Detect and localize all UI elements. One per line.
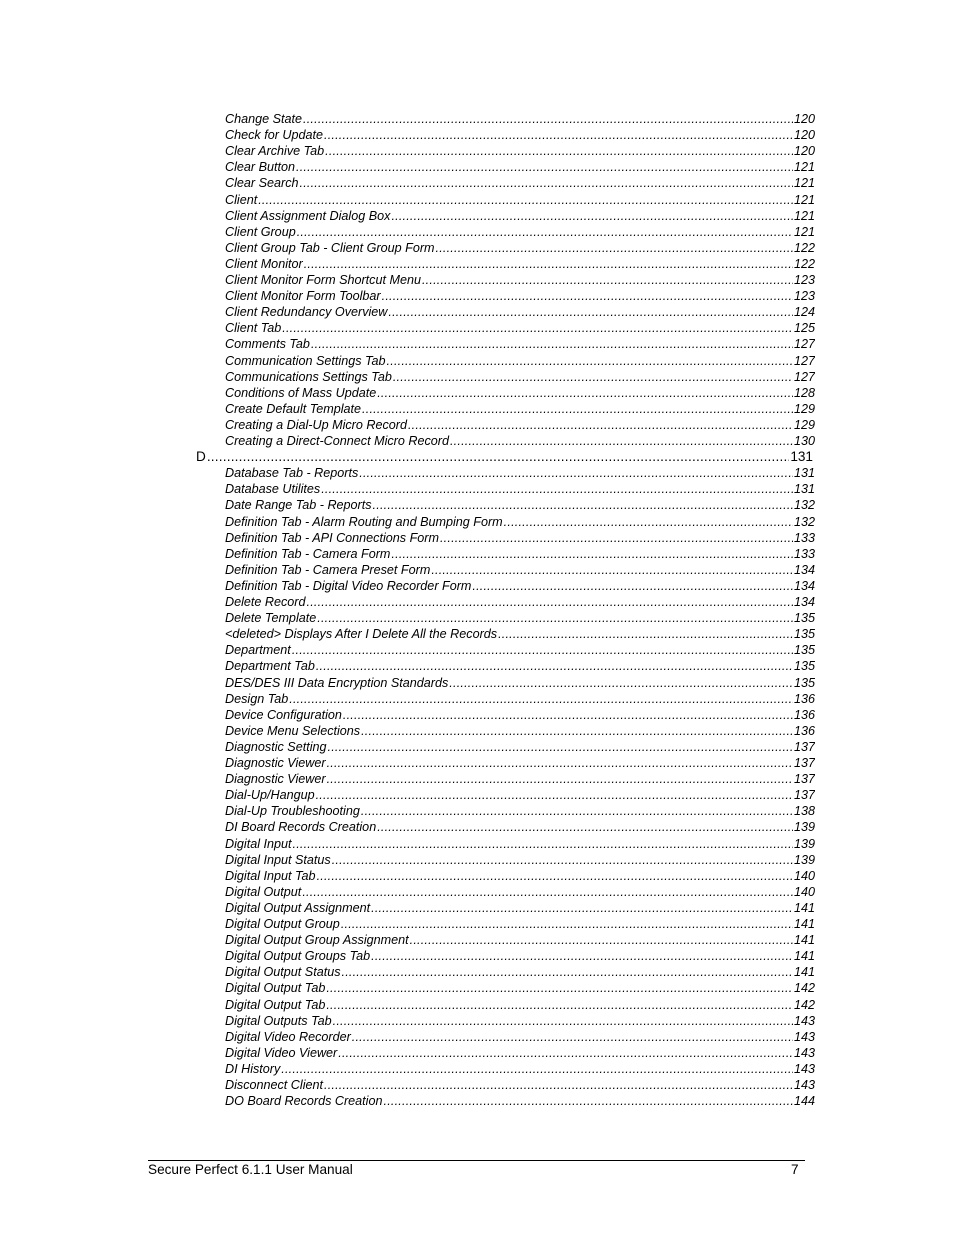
toc-entry-label: Digital Outputs Tab [225, 1013, 332, 1028]
toc-entry-page: 137 [793, 772, 815, 787]
toc-entry[interactable] [225, 1029, 815, 1045]
toc-entry-label: Definition Tab - Camera Form [225, 546, 391, 561]
dot-leader [327, 771, 793, 787]
dot-leader [338, 1045, 793, 1061]
toc-entry[interactable] [225, 562, 815, 578]
toc-entry-label: Conditions of Mass Update [225, 385, 377, 400]
toc-entry[interactable] [225, 771, 815, 787]
dot-leader [431, 562, 793, 578]
toc-entry-label: Client Monitor Form Toolbar [225, 289, 381, 304]
dot-leader [387, 353, 793, 369]
toc-entry-page: 132 [793, 498, 815, 513]
toc-entry[interactable] [225, 192, 815, 208]
dot-leader [297, 224, 793, 240]
dot-leader [504, 514, 793, 530]
toc-entry[interactable] [225, 658, 815, 674]
toc-entry-page: 139 [793, 820, 815, 835]
toc-entry-label: Database Tab - Reports [225, 466, 359, 481]
toc-entry-page: 121 [793, 224, 815, 239]
dot-leader [282, 320, 793, 336]
dot-leader [352, 1029, 793, 1045]
toc-entry-label: <deleted> Displays After I Delete All the Records [225, 627, 498, 642]
toc-entry-label: Department [225, 643, 291, 658]
toc-entry[interactable] [225, 401, 815, 417]
toc-entry[interactable] [225, 288, 815, 304]
toc-entry-page: 141 [793, 965, 815, 980]
dot-leader [317, 610, 793, 626]
toc-entry[interactable] [225, 175, 815, 191]
toc-entry-label: Device Menu Selections [225, 723, 361, 738]
toc-entry-label: Digital Video Recorder [225, 1029, 351, 1044]
dot-leader [377, 385, 793, 401]
toc-entry-label: Dial-Up/Hangup [225, 788, 315, 803]
toc-entry-page: 135 [793, 627, 815, 642]
toc-entry[interactable] [225, 819, 815, 835]
dot-leader [292, 642, 793, 658]
dot-leader [371, 900, 793, 916]
toc-entry[interactable] [225, 1045, 815, 1061]
toc-entry-label: Clear Search [225, 176, 299, 191]
toc-entry-page: 130 [793, 434, 815, 448]
dot-leader [388, 304, 793, 320]
toc-entry-label: Device Configuration [225, 707, 342, 722]
toc-entry[interactable] [225, 755, 815, 771]
toc-entry-label: Creating a Dial-Up Micro Record [225, 417, 407, 432]
toc-entry-page: 141 [793, 917, 815, 931]
dot-leader [328, 739, 793, 755]
toc-entry-page: 121 [793, 176, 815, 191]
dot-leader [343, 707, 793, 723]
toc-entry[interactable] [225, 546, 815, 562]
toc-entry-label: Client Assignment Dialog Box [225, 208, 391, 223]
toc-entry[interactable] [225, 256, 815, 272]
toc-entry-page: 133 [793, 546, 815, 561]
toc-entry[interactable] [225, 884, 815, 900]
toc-entry[interactable] [225, 433, 815, 449]
toc-entry-page: 122 [793, 240, 815, 255]
toc-entry[interactable] [225, 626, 815, 642]
toc-entry-page: 125 [793, 321, 815, 336]
toc-entry[interactable] [225, 1013, 815, 1029]
toc-entry-label: Digital Input [225, 836, 292, 851]
toc-entry-page: 139 [793, 852, 815, 867]
toc-entry-page: 143 [793, 1078, 815, 1092]
toc-entry[interactable] [225, 739, 815, 755]
toc-entry-page: 141 [793, 949, 815, 964]
toc-entry-page: 120 [793, 144, 815, 159]
toc-entry-page: 143 [793, 1045, 815, 1060]
toc-entry[interactable] [225, 417, 815, 433]
toc-entry-label: Client Tab [225, 321, 282, 336]
toc-entry-page: 120 [793, 128, 815, 143]
dot-leader [311, 336, 793, 352]
toc-entry-page: 137 [793, 739, 815, 754]
toc-entry-page: 120 [793, 112, 815, 126]
toc-entry[interactable] [225, 304, 815, 320]
toc-entry-label: Date Range Tab - Reports [225, 498, 372, 513]
dot-leader [450, 433, 793, 449]
toc-entry-page: 133 [793, 530, 815, 545]
toc-entry-page: 143 [793, 1013, 815, 1028]
toc-entry[interactable] [225, 320, 815, 336]
toc-entry-page: 142 [793, 981, 815, 996]
toc-entry-label: Disconnect Client [225, 1078, 323, 1092]
toc-entry[interactable] [225, 578, 815, 594]
toc-entry-label: Clear Archive Tab [225, 144, 325, 159]
dot-leader [332, 852, 793, 868]
toc-entry[interactable] [225, 240, 815, 256]
toc-entry-page: 127 [793, 369, 815, 384]
toc-entry-page: 143 [793, 1061, 815, 1076]
toc-entry-label: Delete Template [225, 611, 317, 626]
toc-entry[interactable] [225, 497, 815, 513]
toc-entry[interactable] [225, 530, 815, 546]
toc-entry-page: 136 [793, 723, 815, 738]
toc-entry-page: 140 [793, 868, 815, 883]
dot-leader [408, 417, 793, 433]
toc-entry-page: 121 [793, 192, 815, 207]
toc-entry[interactable] [225, 143, 815, 159]
toc-entry-label: Digital Output Assignment [225, 900, 371, 915]
toc-entry-page: 143 [793, 1029, 815, 1044]
dot-leader [316, 658, 793, 674]
toc-entry[interactable] [225, 964, 815, 980]
toc-entry[interactable] [225, 787, 815, 803]
dot-leader [422, 272, 793, 288]
toc-entry-label: Definition Tab - API Connections Form [225, 530, 439, 545]
toc-entry-page: 124 [793, 305, 815, 320]
toc-entry-label: Definition Tab - Alarm Routing and Bumping Form [225, 514, 503, 529]
dot-leader [303, 111, 793, 127]
toc-entry-page: 135 [793, 611, 815, 626]
toc-entry-page: 135 [793, 659, 815, 674]
toc-entry[interactable] [225, 369, 815, 385]
toc-entry-label: Digital Video Viewer [225, 1045, 338, 1060]
toc-entry[interactable] [225, 836, 815, 852]
dot-leader [326, 997, 793, 1013]
toc-entry-label: Digital Input Tab [225, 868, 316, 883]
toc-entry[interactable] [225, 868, 815, 884]
toc-entry-label: Change State [225, 112, 303, 126]
toc-entry-label: Digital Output Group Assignment [225, 933, 409, 948]
toc-entry[interactable] [225, 594, 815, 610]
toc-entry-label: Create Default Template [225, 401, 362, 416]
dot-leader [258, 192, 793, 208]
toc-entry-label: Design Tab [225, 691, 289, 706]
toc-entry-page: 132 [793, 514, 815, 529]
toc-entry-label: Communications Settings Tab [225, 369, 392, 384]
dot-leader [304, 256, 793, 272]
toc-entry[interactable] [225, 1061, 815, 1077]
toc-entry-label: Client [225, 192, 258, 207]
toc-entry-page: 131 [793, 482, 815, 497]
toc-entry-label: Digital Output Group [225, 917, 340, 931]
toc-entry-label: Department Tab [225, 659, 315, 674]
dot-leader [325, 143, 793, 159]
toc-entry-page: 134 [793, 595, 815, 609]
footer-divider [148, 1160, 805, 1161]
toc-entry[interactable] [225, 707, 815, 723]
dot-leader [307, 594, 793, 610]
toc-entry[interactable] [225, 514, 815, 530]
toc-entry-label: Digital Output Status [225, 965, 341, 980]
toc-entry[interactable] [225, 803, 815, 819]
toc-entry-label: Digital Output [225, 884, 302, 899]
toc-entry-page: 142 [793, 997, 815, 1012]
toc-entry[interactable] [225, 127, 815, 143]
toc-entry[interactable] [225, 1077, 815, 1093]
dot-leader [317, 868, 793, 884]
toc-entry-page: 123 [793, 273, 815, 287]
dot-leader [300, 175, 793, 191]
dot-leader [302, 884, 793, 900]
toc-entry-label: Check for Update [225, 128, 324, 143]
toc-entry[interactable] [225, 900, 815, 916]
toc-entry-page: 123 [793, 289, 815, 304]
toc-entry-page: 135 [793, 675, 815, 690]
toc-entry[interactable] [225, 111, 815, 127]
toc-entry-page: 136 [793, 691, 815, 706]
toc-entry-page: 129 [793, 401, 815, 416]
toc-entry[interactable] [225, 610, 815, 626]
toc-entry-label: DO Board Records Creation [225, 1094, 383, 1109]
toc-entry-label: Digital Output Tab [225, 981, 326, 996]
toc-entry-page: 131 [793, 466, 815, 481]
toc-entry-page: 121 [793, 160, 815, 175]
toc-entry[interactable] [225, 385, 815, 401]
toc-entry-label: Definition Tab - Digital Video Recorder Form [225, 578, 472, 593]
toc-entry-page: 144 [793, 1094, 815, 1109]
toc-entry[interactable] [225, 675, 815, 691]
toc-entry[interactable] [225, 208, 815, 224]
dot-leader [361, 723, 793, 739]
footer-page-number: 7 [791, 1162, 799, 1177]
toc-entry-page: 127 [793, 337, 815, 352]
toc-entry-label: Digital Output Tab [225, 997, 326, 1012]
dot-leader [289, 691, 793, 707]
dot-leader [361, 803, 793, 819]
dot-leader [281, 1061, 793, 1077]
footer-manual-title: Secure Perfect 6.1.1 User Manual [148, 1162, 353, 1177]
toc-entry-label: Dial-Up Troubleshooting [225, 804, 360, 819]
toc-entry-page: 141 [793, 933, 815, 948]
toc-entry-label: Definition Tab - Camera Preset Form [225, 562, 431, 577]
toc-entry[interactable] [225, 691, 815, 707]
dot-leader [393, 369, 793, 385]
toc-entry[interactable] [225, 465, 815, 481]
dot-leader [472, 578, 793, 594]
toc-entry-label: Client Group [225, 224, 296, 239]
toc-entry-label: Creating a Direct-Connect Micro Record [225, 434, 449, 448]
toc-entry-page: 134 [793, 562, 815, 577]
toc-entry-label: Database Utilites [225, 482, 321, 497]
dot-leader [440, 530, 793, 546]
toc-entry-label: Comments Tab [225, 337, 310, 352]
dot-leader [382, 288, 793, 304]
toc-entry-page: 140 [793, 884, 815, 899]
toc-entry-page: 122 [793, 256, 815, 271]
toc-entry-label: Clear Button [225, 160, 296, 175]
toc-entry[interactable] [225, 1093, 815, 1109]
toc-entry-page: 134 [793, 578, 815, 593]
dot-leader [324, 127, 793, 143]
toc-entry-page: 127 [793, 353, 815, 368]
toc-entry-page: 137 [793, 788, 815, 803]
toc-entry-page: 131 [790, 449, 813, 465]
dot-leader [391, 208, 793, 224]
dot-leader [296, 159, 793, 175]
toc-entry-page: 128 [793, 385, 815, 400]
toc-entry-page: 135 [793, 643, 815, 658]
dot-leader [316, 787, 793, 803]
toc-entry[interactable] [225, 997, 815, 1013]
toc-entry[interactable] [225, 916, 815, 932]
dot-leader [321, 481, 793, 497]
toc-entry-label: Digital Output Groups Tab [225, 949, 371, 964]
toc-entry-label: Client Monitor [225, 256, 303, 271]
dot-leader [342, 964, 793, 980]
toc-entry-page: 137 [793, 756, 815, 770]
dot-leader [333, 1013, 793, 1029]
toc-entry-label: Client Group Tab - Client Group Form [225, 240, 435, 255]
toc-entry[interactable] [225, 980, 815, 996]
toc-entry[interactable] [225, 948, 815, 964]
dot-leader [449, 675, 793, 691]
toc-entry-page: 136 [793, 707, 815, 722]
toc-entry[interactable] [225, 353, 815, 369]
toc-entry[interactable] [225, 932, 815, 948]
toc-entry-label: Client Monitor Form Shortcut Menu [225, 273, 421, 287]
dot-leader [377, 819, 793, 835]
toc-entry-label: Client Redundancy Overview [225, 305, 388, 320]
dot-leader [436, 240, 793, 256]
toc-entry-page: 129 [793, 417, 815, 432]
toc-entry-label: Digital Input Status [225, 852, 331, 867]
dot-leader [371, 948, 793, 964]
toc-entry[interactable] [225, 852, 815, 868]
dot-leader [498, 626, 793, 642]
toc-entry-label: Diagnostic Viewer [225, 772, 326, 787]
toc-entry[interactable] [225, 642, 815, 658]
toc-entry-page: 121 [793, 208, 815, 223]
dot-leader [362, 401, 793, 417]
dot-leader [341, 916, 793, 932]
toc-entry[interactable] [225, 272, 815, 288]
dot-leader [384, 1093, 793, 1109]
toc-entry-label: DI History [225, 1061, 281, 1076]
toc-entry-label: Diagnostic Viewer [225, 756, 326, 770]
dot-leader [373, 497, 793, 513]
dot-leader [324, 1077, 793, 1093]
dot-leader [326, 980, 793, 996]
toc-entry-label: DI Board Records Creation [225, 820, 377, 835]
toc-entry-label: Delete Record [225, 595, 306, 609]
toc-entry-page: 141 [793, 900, 815, 915]
toc-entry[interactable] [225, 723, 815, 739]
toc-section-heading[interactable] [196, 448, 813, 466]
dot-leader [391, 546, 793, 562]
toc-entry-label: D [196, 449, 206, 465]
toc-entry[interactable] [225, 336, 815, 352]
toc-entry-label: Diagnostic Setting [225, 739, 327, 754]
dot-leader [410, 932, 793, 948]
toc-entry-label: Communication Settings Tab [225, 353, 386, 368]
toc-entry-page: 139 [793, 836, 815, 851]
toc-entry-page: 138 [793, 804, 815, 819]
toc-entry[interactable] [225, 159, 815, 175]
toc-entry[interactable] [225, 481, 815, 497]
dot-leader [359, 465, 793, 481]
toc-entry-label: DES/DES III Data Encryption Standards [225, 675, 449, 690]
dot-leader [293, 836, 793, 852]
dot-leader [207, 448, 789, 466]
dot-leader [327, 755, 793, 771]
toc-entry[interactable] [225, 224, 815, 240]
